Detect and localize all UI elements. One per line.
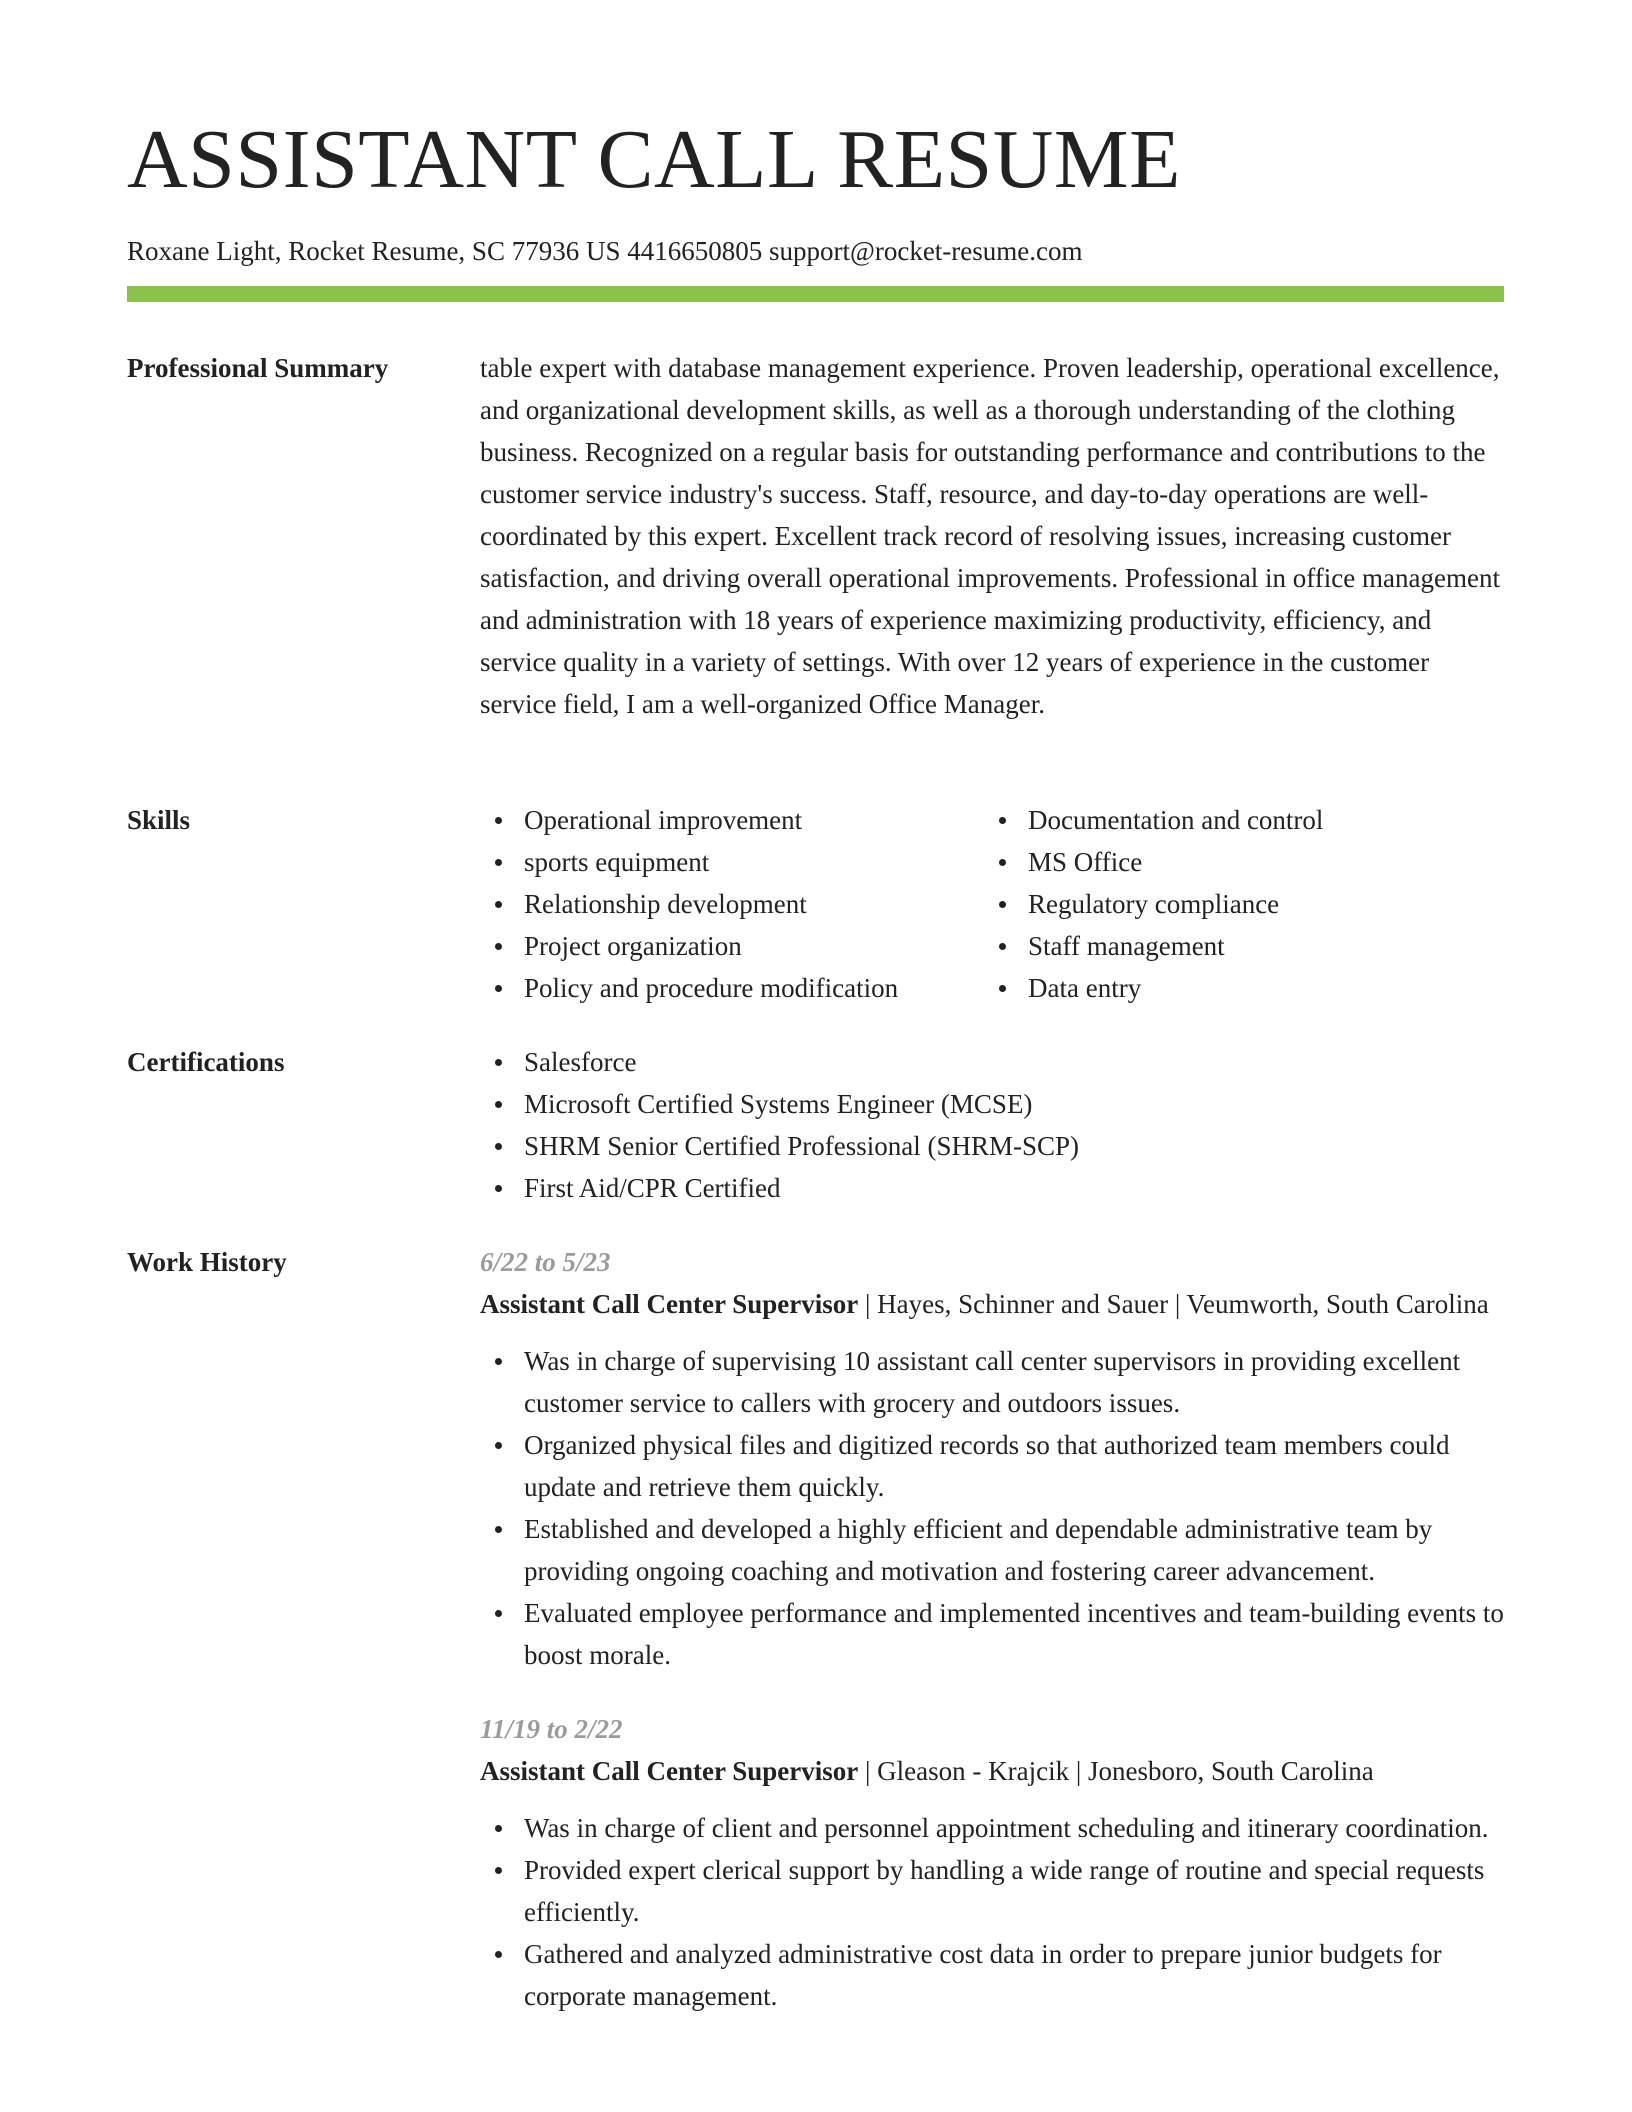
skills-column-1 bbox=[480, 799, 984, 1009]
contact-line: Roxane Light, Rocket Resume, SC 77936 US 4416650805 support@rocket-resume.com bbox=[127, 236, 1083, 266]
skill-item: MS Office bbox=[984, 841, 1504, 883]
work-history-content bbox=[480, 1241, 1504, 2017]
job-title: Assistant Call Center Supervisor bbox=[480, 1289, 859, 1319]
certification-item: Salesforce bbox=[480, 1041, 1504, 1083]
skill-item: sports equipment bbox=[480, 841, 984, 883]
job-heading bbox=[480, 1750, 1504, 1792]
summary-content bbox=[480, 347, 1504, 725]
job-bullet: Was in charge of client and personnel appointment scheduling and itinerary coordination. bbox=[480, 1807, 1504, 1849]
job-bullet: Provided expert clerical support by handling a wide range of routine and special requests efficiently. bbox=[480, 1849, 1504, 1933]
certification-item: Microsoft Certified Systems Engineer (MCSE) bbox=[480, 1083, 1504, 1125]
summary-text: table expert with database management experience. Proven leadership, operational excellence, and organizational development skills, as well as a thorough understanding of the clothing business. Recognized on a regular basis for outstanding performance and contributions to the customer service industry's success. Staff, resource, and day-to-day operations are well-coordinated by this expert. Excellent track record of resolving issues, increasing customer satisfaction, and driving overall operational improvements. Professional in office management and administration with 18 years of experience maximizing productivity, efficiency, and service quality in a variety of settings. With over 12 years of experience in the customer service field, I am a well-organized Office Manager. bbox=[480, 353, 1500, 719]
job-bullet: Was in charge of supervising 10 assistant call center supervisors in providing excellent customer service to callers with grocery and outdoors issues. bbox=[480, 1340, 1504, 1424]
job-details: | Hayes, Schinner and Sauer | Veumworth, South Carolina bbox=[858, 1289, 1489, 1319]
job-bullet: Organized physical files and digitized records so that authorized team members could update and retrieve them quickly. bbox=[480, 1424, 1504, 1508]
summary-label: Professional Summary bbox=[127, 353, 389, 383]
certifications-label: Certifications bbox=[127, 1047, 285, 1077]
skill-item: Operational improvement bbox=[480, 799, 984, 841]
skill-item: Regulatory compliance bbox=[984, 883, 1504, 925]
certification-item: SHRM Senior Certified Professional (SHRM-SCP) bbox=[480, 1125, 1504, 1167]
job-title: Assistant Call Center Supervisor bbox=[480, 1756, 859, 1786]
skill-item: Data entry bbox=[984, 967, 1504, 1009]
job-dates: 6/22 to 5/23 bbox=[480, 1247, 611, 1277]
job-entry bbox=[480, 1241, 1504, 1676]
skill-item: Policy and procedure modification bbox=[480, 967, 984, 1009]
job-bullets bbox=[480, 1807, 1504, 2017]
skill-item: Documentation and control bbox=[984, 799, 1504, 841]
certifications-content bbox=[480, 1041, 1504, 1209]
skill-item: Project organization bbox=[480, 925, 984, 967]
job-bullet: Evaluated employee performance and implemented incentives and team-building events to boost morale. bbox=[480, 1592, 1504, 1676]
certifications-list bbox=[480, 1041, 1504, 1209]
resume-title: ASSISTANT CALL RESUME bbox=[127, 113, 1181, 206]
job-bullet: Gathered and analyzed administrative cost data in order to prepare junior budgets for corporate management. bbox=[480, 1933, 1504, 2017]
skills-column-2 bbox=[984, 799, 1504, 1009]
job-bullet: Established and developed a highly efficient and dependable administrative team by providing ongoing coaching and motivation and fostering career advancement. bbox=[480, 1508, 1504, 1592]
skill-item: Relationship development bbox=[480, 883, 984, 925]
job-heading bbox=[480, 1283, 1504, 1325]
skills-label: Skills bbox=[127, 805, 191, 835]
skills-content bbox=[480, 799, 1504, 1009]
job-dates: 11/19 to 2/22 bbox=[480, 1714, 623, 1744]
header-divider bbox=[127, 286, 1504, 302]
work-history-label: Work History bbox=[127, 1247, 287, 1277]
job-details: | Gleason - Krajcik | Jonesboro, South Carolina bbox=[858, 1756, 1374, 1786]
job-entry bbox=[480, 1708, 1504, 2017]
skill-item: Staff management bbox=[984, 925, 1504, 967]
skills-columns bbox=[480, 799, 1504, 1009]
job-bullets bbox=[480, 1340, 1504, 1676]
certification-item: First Aid/CPR Certified bbox=[480, 1167, 1504, 1209]
